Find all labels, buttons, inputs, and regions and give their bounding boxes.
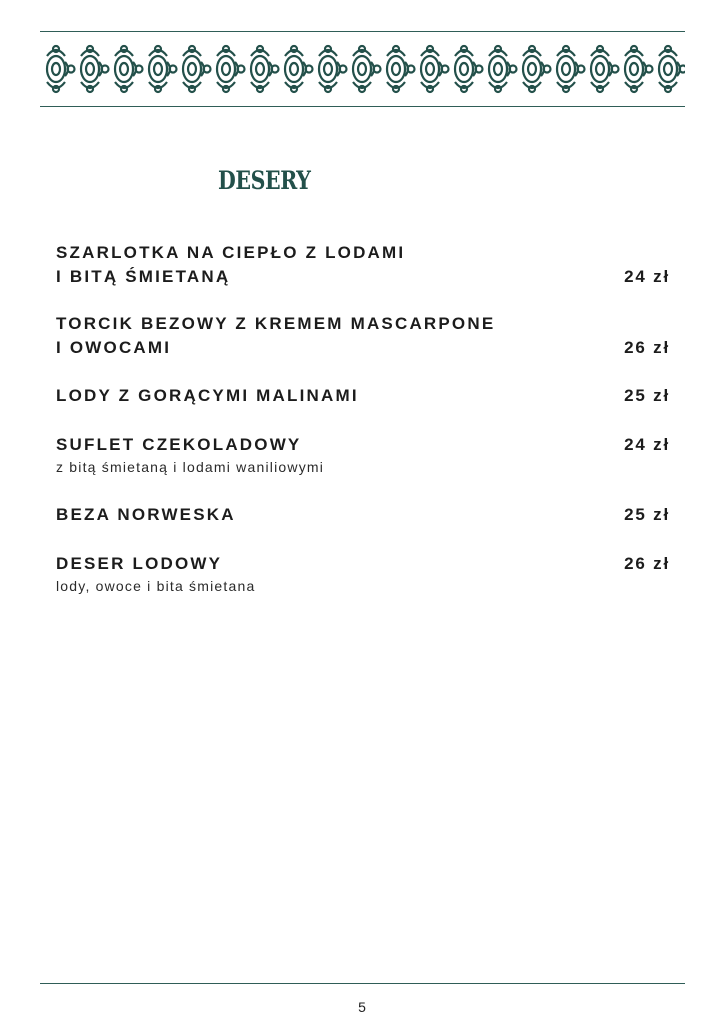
item-price: 26 zł — [624, 338, 670, 357]
item-name: TORCIK BEZOWY Z KREMEM MASCARPONE — [56, 314, 496, 333]
menu-item — [56, 433, 670, 477]
item-name: LODY Z GORĄCYMI MALINAMI — [56, 386, 359, 405]
page-number: 5 — [358, 999, 366, 1015]
item-price: 25 zł — [624, 505, 670, 524]
footer-rule — [40, 983, 685, 984]
menu-item — [56, 241, 670, 289]
item-price: 26 zł — [624, 554, 670, 573]
item-name-line-2: I BITĄ ŚMIETANĄ — [56, 267, 231, 286]
ornament-bottom-rule — [40, 106, 685, 107]
item-name-line-2: I OWOCAMI — [56, 338, 172, 357]
item-name: DESER LODOWY — [56, 554, 223, 573]
menu-item — [56, 312, 670, 360]
floral-lace-border-icon — [40, 42, 685, 96]
item-name: BEZA NORWESKA — [56, 505, 236, 524]
top-rule — [40, 31, 685, 32]
menu-item — [56, 552, 670, 596]
item-name: SUFLET CZEKOLADOWY — [56, 435, 302, 454]
item-description: z bitą śmietaną i lodami waniliowymi — [56, 459, 325, 475]
menu-item — [56, 384, 670, 408]
item-name: SZARLOTKA NA CIEPŁO Z LODAMI — [56, 243, 406, 262]
item-price: 24 zł — [624, 267, 670, 286]
menu-item — [56, 503, 670, 527]
section-title: DESERY — [218, 166, 311, 195]
item-price: 24 zł — [624, 435, 670, 454]
item-description: lody, owoce i bita śmietana — [56, 578, 256, 594]
item-price: 25 zł — [624, 386, 670, 405]
